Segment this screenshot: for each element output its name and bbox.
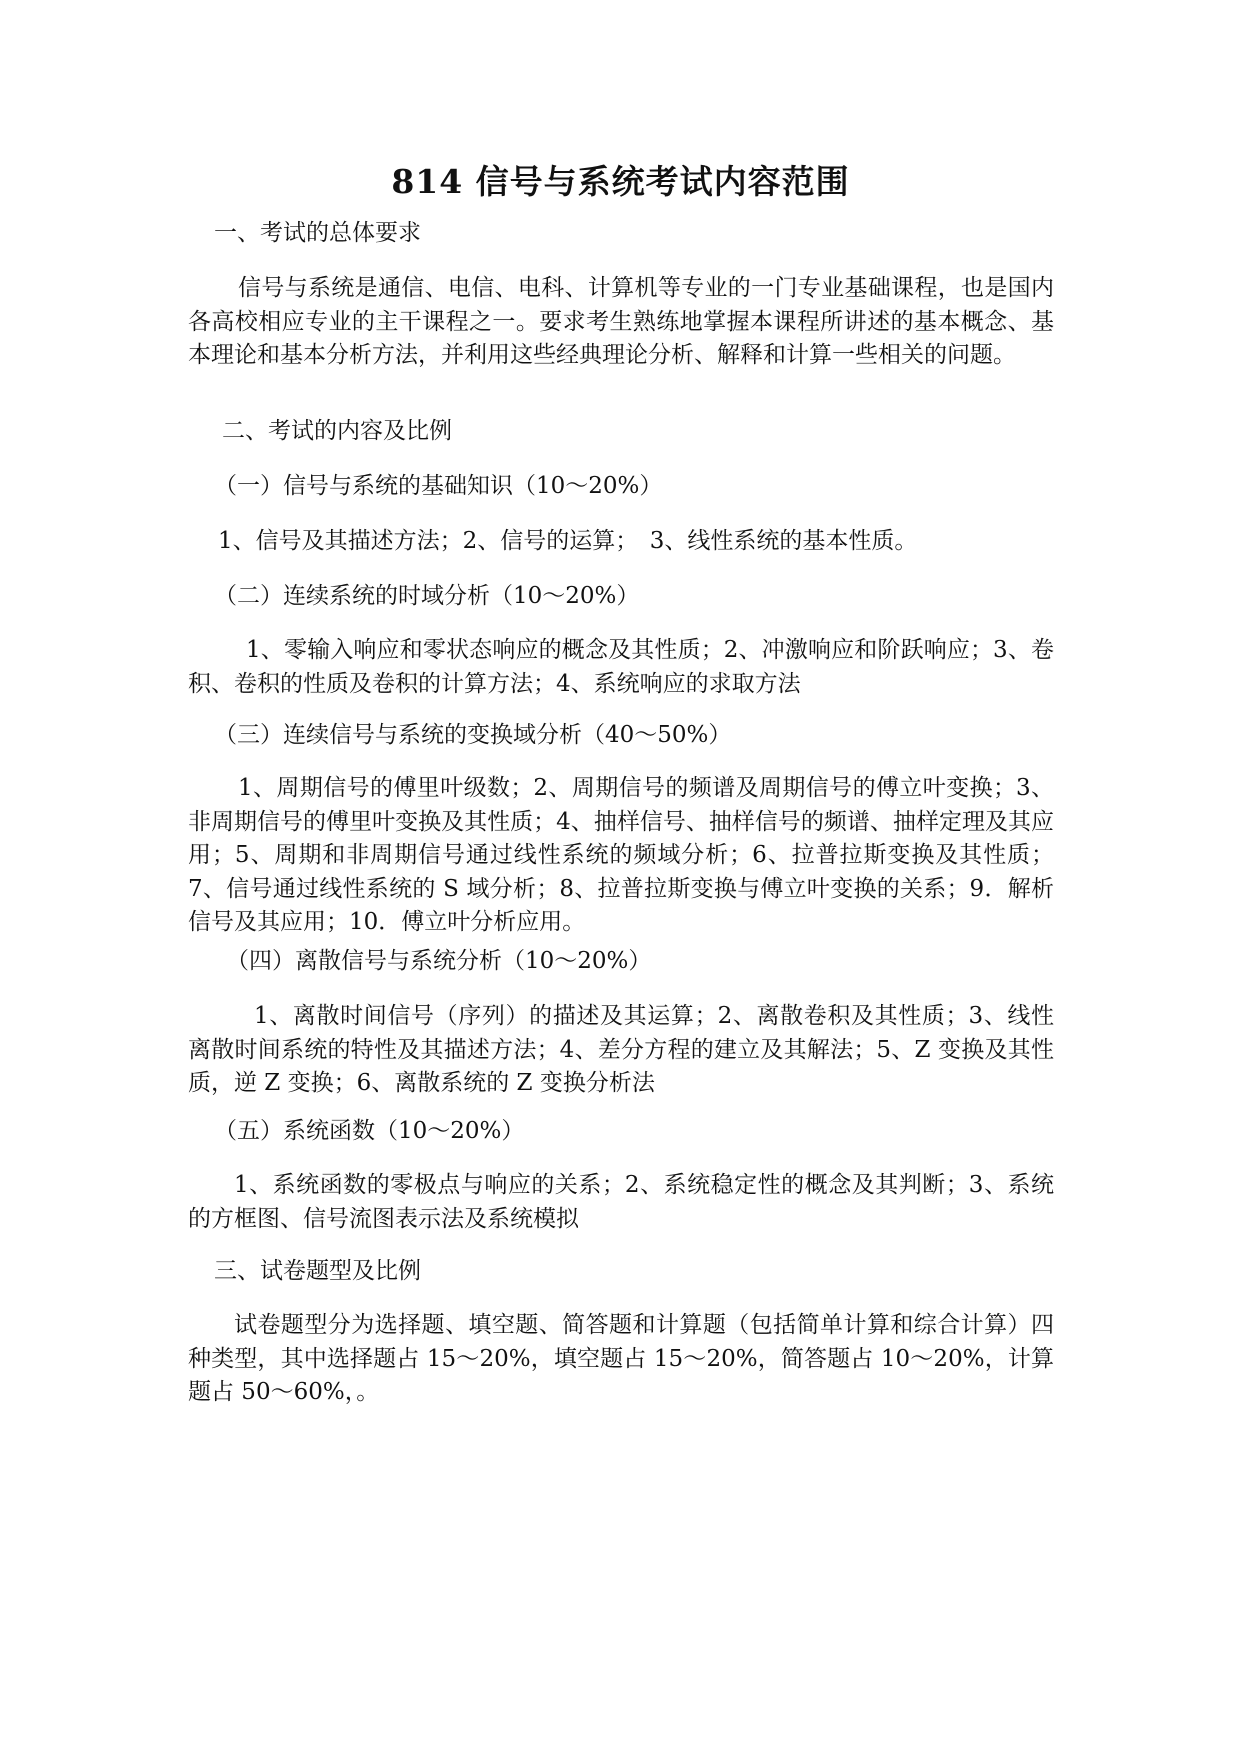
part4-heading: （四）离散信号与系统分析（10～20%） <box>226 948 652 974</box>
section3-body: 试卷题型分为选择题、填空题、简答题和计算题（包括简单计算和综合计算）四种类型，其中选择题占 15～20%，填空题占 15～20%，简答题占 10～20%，计算题占 50～60%，。 <box>188 1312 1054 1405</box>
section1-body: 信号与系统是通信、电信、电科、计算机等专业的一门专业基础课程，也是国内各高校相应专业的主干课程之一。要求考生熟练地掌握本课程所讲述的基本概念、基本理论和基本分析方法，并利用这些经典理论分析、解释和计算一些相关的问题。 <box>188 275 1054 368</box>
part3-body: 1、周期信号的傅里叶级数；2、周期信号的频谱及周期信号的傅立叶变换；3、非周期信号的傅里叶变换及其性质；4、抽样信号、抽样信号的频谱、抽样定理及其应用；5、周期和非周期信号通过线性系统的频域分析；6、拉普拉斯变换及其性质；7、信号通过线性系统的 S 域分析；8、拉普拉斯变换与傅立叶变换的关系；9．解析信号及其应用；10．傅立叶分析应用。 <box>188 775 1054 935</box>
section2-heading: 二、考试的内容及比例 <box>222 418 452 444</box>
document-title: 814 信号与系统考试内容范围 <box>391 162 850 201</box>
section3-heading: 三、试卷题型及比例 <box>214 1258 421 1284</box>
section1-heading: 一、考试的总体要求 <box>214 220 421 246</box>
part1-heading: （一）信号与系统的基础知识（10～20%） <box>214 473 663 499</box>
part5-body: 1、系统函数的零极点与响应的关系；2、系统稳定性的概念及其判断；3、系统的方框图、信号流图表示法及系统模拟 <box>188 1172 1054 1232</box>
part4-body: 1、离散时间信号（序列）的描述及其运算；2、离散卷积及其性质；3、线性离散时间系统的特性及其描述方法；4、差分方程的建立及其解法；5、Z 变换及其性质，逆 Z 变换；6、离散系统的 Z 变换分析法 <box>188 1003 1054 1096</box>
part1-body: 1、信号及其描述方法；2、信号的运算； 3、线性系统的基本性质。 <box>218 528 918 554</box>
part2-body: 1、零输入响应和零状态响应的概念及其性质；2、冲激响应和阶跃响应；3、卷积、卷积的性质及卷积的计算方法；4、系统响应的求取方法 <box>188 637 1054 697</box>
part3-heading: （三）连续信号与系统的变换域分析（40～50%） <box>214 722 732 748</box>
part5-heading: （五）系统函数（10～20%） <box>214 1118 525 1144</box>
part2-heading: （二）连续系统的时域分析（10～20%） <box>214 583 640 609</box>
